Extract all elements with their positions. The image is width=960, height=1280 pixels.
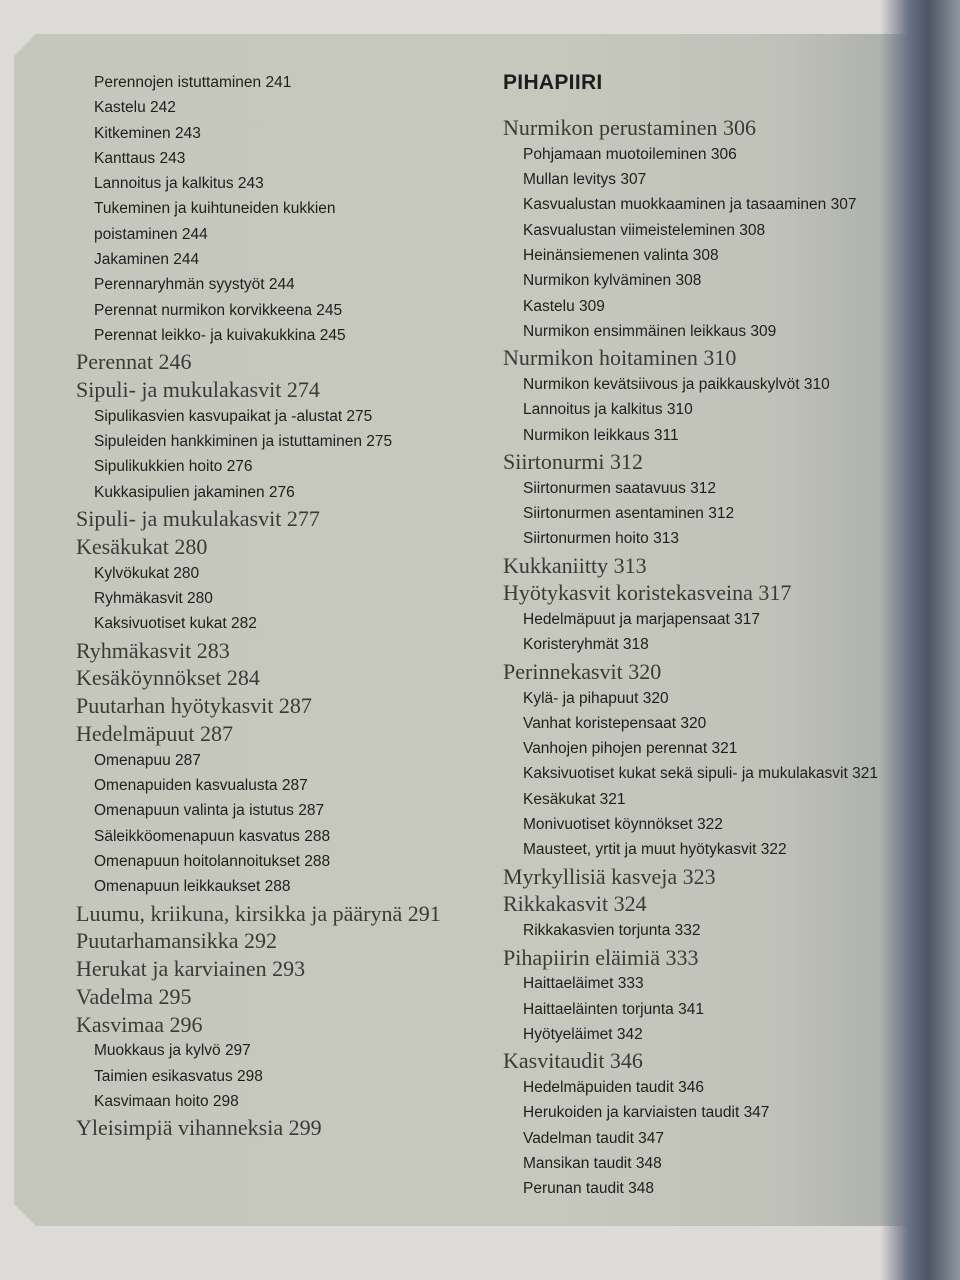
toc-subentry: Vadelman taudit 347	[523, 1129, 665, 1147]
toc-subentry: Kitkeminen 243	[94, 124, 201, 142]
toc-subentry: Perennat nurmikon korvikkeena 245	[94, 301, 343, 319]
toc-chapter-entry: Kasvitaudit 346	[503, 1048, 643, 1074]
toc-subentry: Omenapuu 287	[94, 751, 201, 769]
toc-chapter-entry: Herukat ja karviainen 293	[76, 956, 306, 982]
toc-chapter-entry: Kukkaniitty 313	[503, 552, 647, 578]
toc-subentry: Taimien esikasvatus 298	[94, 1067, 263, 1085]
toc-subentry: Kaksivuotiset kukat 282	[94, 615, 257, 633]
toc-chapter-entry: Pihapiirin eläimiä 333	[503, 944, 699, 970]
toc-chapter-entry: Hedelmäpuut 287	[76, 720, 234, 746]
toc-subentry: Kanttaus 243	[94, 149, 186, 167]
toc-chapter-entry: Myrkyllisiä kasveja 323	[503, 863, 716, 889]
toc-subentry: Mansikan taudit 348	[523, 1154, 662, 1172]
toc-subentry: Säleikköomenapuun kasvatus 288	[94, 827, 331, 845]
toc-subentry: Kaksivuotiset kukat sekä sipuli- ja mukulakasvit 321	[523, 765, 878, 783]
toc-chapter-entry: Sipuli- ja mukulakasvit 277	[76, 506, 320, 532]
toc-subentry: Vanhat koristepensaat 320	[523, 714, 707, 732]
toc-subentry: Sipuleiden hankkiminen ja istuttaminen 275	[94, 433, 393, 451]
toc-subentry: Siirtonurmen asentaminen 312	[523, 504, 735, 522]
toc-subentry: Herukoiden ja karviaisten taudit 347	[523, 1104, 770, 1122]
toc-subentry: Perennaryhmän syystyöt 244	[94, 276, 295, 294]
toc-subentry: Kylvökukat 280	[94, 564, 200, 582]
toc-chapter-entry: Ryhmäkasvit 283	[76, 637, 230, 663]
toc-subentry: Siirtonurmen hoito 313	[523, 530, 679, 548]
toc-column-right	[503, 70, 903, 1201]
toc-chapter-entry: Siirtonurmi 312	[503, 448, 643, 474]
toc-chapter-entry: Kesäkukat 280	[76, 533, 208, 559]
section-heading-pihapiiri: PIHAPIIRI	[503, 71, 603, 94]
toc-subentry: Monivuotiset köynnökset 322	[523, 816, 723, 834]
toc-subentry: Hedelmäpuiden taudit 346	[523, 1078, 704, 1096]
toc-subentry: Tukeminen ja kuihtuneiden kukkien	[94, 200, 336, 218]
toc-chapter-entry: Perennat 246	[76, 349, 192, 375]
toc-chapter-entry: Puutarhamansikka 292	[76, 928, 278, 954]
toc-chapter-entry: Sipuli- ja mukulakasvit 274	[76, 377, 320, 403]
toc-subentry: Mausteet, yrtit ja muut hyötykasvit 322	[523, 841, 787, 859]
toc-subentry: Perennat leikko- ja kuivakukkina 245	[94, 326, 346, 344]
toc-chapter-entry: Vadelma 295	[76, 983, 192, 1009]
toc-subentry: Omenapuun leikkaukset 288	[94, 878, 291, 896]
toc-subentry: Siirtonurmen saatavuus 312	[523, 479, 717, 497]
toc-chapter-entry: Yleisimpiä vihanneksia 299	[76, 1115, 322, 1141]
toc-subentry: Lannoitus ja kalkitus 243	[94, 175, 264, 193]
toc-subentry: Nurmikon ensimmäinen leikkaus 309	[523, 322, 777, 340]
toc-subentry: Perennojen istuttaminen 241	[94, 74, 292, 91]
toc-subentry: Hyötyeläimet 342	[523, 1025, 643, 1043]
toc-subentry: poistaminen 244	[94, 225, 208, 243]
toc-subentry: Haittaeläinten torjunta 341	[523, 1000, 704, 1018]
toc-subentry: Kastelu 242	[94, 99, 176, 117]
toc-subentry: Vanhojen pihojen perennat 321	[523, 740, 738, 758]
toc-chapter-entry: Perinnekasvit 320	[503, 658, 662, 684]
toc-subentry: Perunan taudit 348	[523, 1180, 654, 1198]
toc-subentry: Lannoitus ja kalkitus 310	[523, 401, 693, 419]
toc-subentry: Kylä- ja pihapuut 320	[523, 689, 669, 707]
toc-subentry: Sipulikasvien kasvupaikat ja -alustat 275	[94, 407, 373, 425]
toc-chapter-entry: Hyötykasvit koristekasveina 317	[503, 580, 792, 606]
toc-subentry: Kukkasipulien jakaminen 276	[94, 483, 295, 501]
toc-subentry: Sipulikukkien hoito 276	[94, 458, 253, 476]
toc-subentry: Kasvualustan viimeisteleminen 308	[523, 221, 766, 239]
toc-column-left	[76, 70, 476, 1142]
toc-subentry: Ryhmäkasvit 280	[94, 589, 213, 607]
toc-subentry: Hedelmäpuut ja marjapensaat 317	[523, 611, 760, 629]
toc-chapter-entry: Nurmikon hoitaminen 310	[503, 345, 737, 371]
toc-subentry: Kastelu 309	[523, 297, 605, 315]
toc-chapter-entry: Kasvimaa 296	[76, 1011, 203, 1037]
toc-subentry: Kasvimaan hoito 298	[94, 1093, 239, 1111]
toc-subentry: Jakaminen 244	[94, 251, 200, 269]
toc-subentry: Haittaeläimet 333	[523, 975, 644, 993]
toc-subentry: Rikkakasvien torjunta 332	[523, 922, 701, 940]
toc-chapter-entry: Nurmikon perustaminen 306	[503, 115, 756, 140]
toc-chapter-entry: Kesäköynnökset 284	[76, 665, 260, 691]
toc-subentry: Kasvualustan muokkaaminen ja tasaaminen 307	[523, 196, 857, 214]
toc-subentry: Heinänsiemenen valinta 308	[523, 246, 719, 264]
toc-subentry: Omenapuun valinta ja istutus 287	[94, 802, 325, 820]
toc-subentry: Nurmikon kevätsiivous ja paikkauskylvöt 310	[523, 375, 830, 393]
toc-subentry: Omenapuun hoitolannoitukset 288	[94, 852, 331, 870]
toc-subentry: Omenapuiden kasvualusta 287	[94, 777, 308, 795]
toc-subentry: Koristeryhmät 318	[523, 636, 649, 654]
toc-subentry: Pohjamaan muotoileminen 306	[523, 145, 737, 163]
toc-chapter-entry: Luumu, kriikuna, kirsikka ja päärynä 291	[76, 900, 441, 926]
toc-chapter-entry: Rikkakasvit 324	[503, 891, 647, 917]
toc-subentry: Kesäkukat 321	[523, 790, 626, 808]
toc-subentry: Mullan levitys 307	[523, 171, 647, 189]
toc-subentry: Muokkaus ja kylvö 297	[94, 1042, 251, 1060]
toc-subentry: Nurmikon kylväminen 308	[523, 272, 702, 290]
toc-subentry: Nurmikon leikkaus 311	[523, 426, 679, 444]
toc-chapter-entry: Puutarhan hyötykasvit 287	[76, 693, 312, 719]
